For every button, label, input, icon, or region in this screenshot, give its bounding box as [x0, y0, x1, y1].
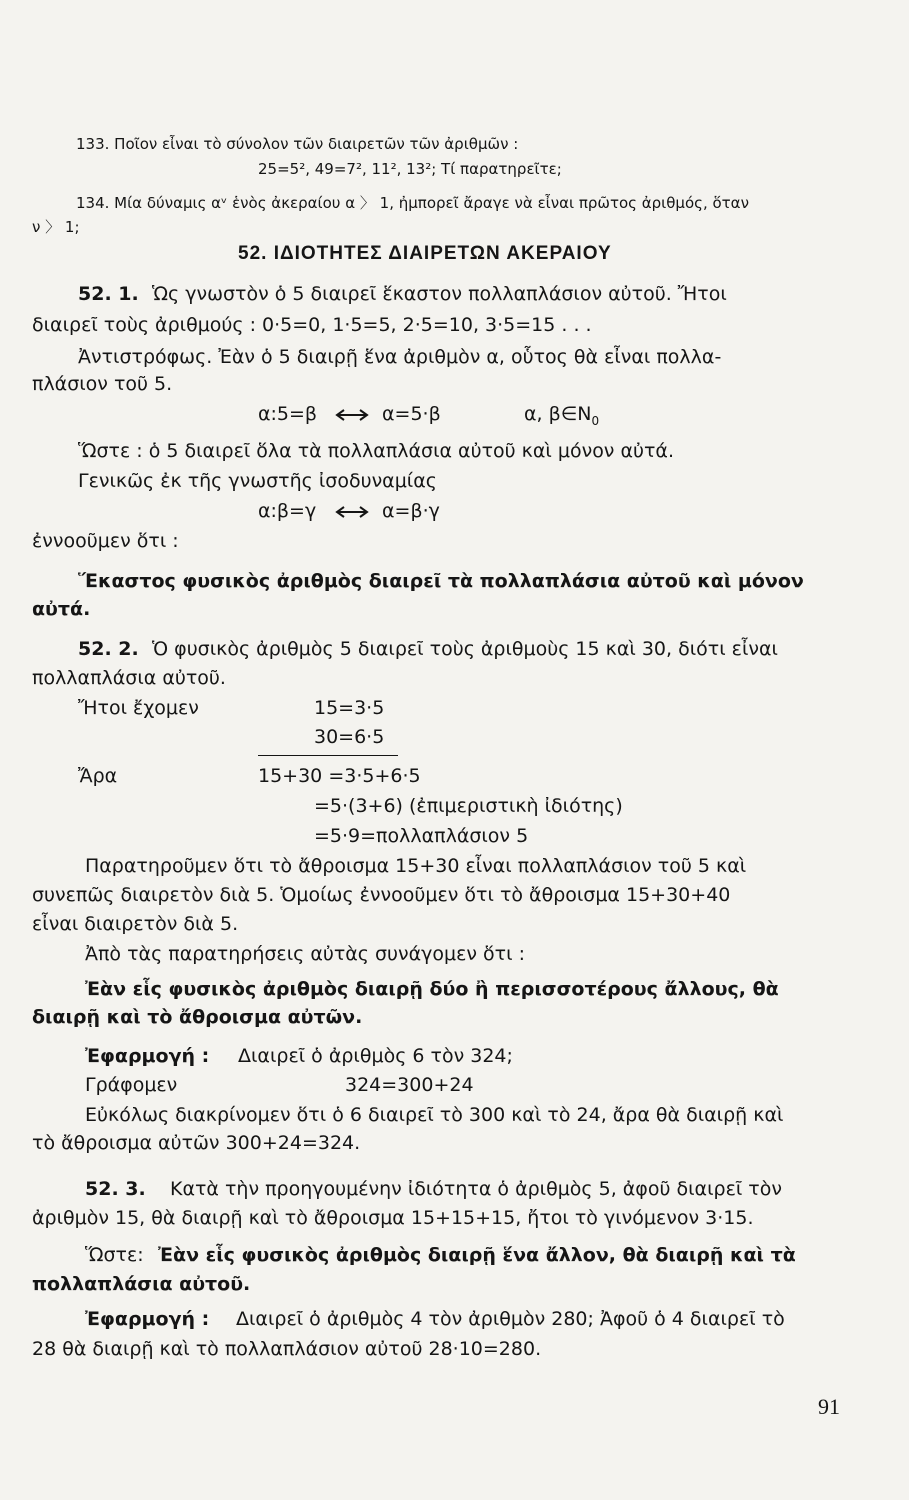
paragraph-52-1-line3: Ἀντιστρόφως. Ἐὰν ὁ 5 διαιρῇ ἕνα ἀριθμὸν α, οὗτος θὰ εἶναι πολλα-	[78, 346, 722, 368]
equation-3: 15+30 =3·5+6·5	[258, 765, 421, 787]
paragraph-52-2-line7: Εὐκόλως διακρίνομεν ὅτι ὁ 6 διαιρεῖ τὸ 300 καὶ τὸ 24, ἄρα θὰ διαιρῇ καὶ	[85, 1104, 784, 1126]
oste-label: Ὥστε:	[85, 1244, 144, 1266]
formula-1-domain	[524, 403, 599, 428]
rule-3-line1: Ἐὰν εἷς φυσικὸς ἀριθμὸς διαιρῇ ἕνα ἄλλον, θὰ διαιρῇ καὶ τὰ	[158, 1244, 796, 1266]
sum-divider	[258, 755, 398, 756]
paragraph-52-1-line1: Ὡς γνωστὸν ὁ 5 διαιρεῖ ἕκαστον πολλαπλάσιον αὐτοῦ. Ἤτοι	[152, 283, 727, 305]
formula-1-domain-subscript: 0	[591, 413, 600, 428]
formula-1-domain-text: α, β∈N	[524, 403, 592, 425]
exercise-133-line1: 133. Ποῖον εἶναι τὸ σύνολον τῶν διαιρετῶν τῶν ἀριθμῶν :	[76, 135, 519, 153]
rule-2-line1: Ἐὰν εἷς φυσικὸς ἀριθμὸς διαιρῇ δύο ἢ περισσοτέρους ἄλλους, θὰ	[85, 978, 779, 1000]
paragraph-52-2-line8: τὸ ἄθροισμα αὐτῶν 300+24=324.	[32, 1132, 361, 1154]
equation-5: =5·9=πολλαπλάσιον 5	[314, 825, 529, 847]
equation-2: 30=6·5	[314, 726, 385, 748]
paragraph-52-3-line2: ἀριθμὸν 15, θὰ διαιρῇ καὶ τὸ ἄθροισμα 15+15+15, ἤτοι τὸ γινόμενον 3·15.	[32, 1207, 754, 1229]
page-number: 91	[818, 1394, 840, 1419]
application-2-label: Ἐφαρμογή :	[85, 1308, 210, 1330]
formula-1-right: α=5·β	[382, 403, 441, 425]
rule-1-line1: Ἕκαστος φυσικὸς ἀριθμὸς διαιρεῖ τὰ πολλαπλάσια αὐτοῦ καὶ μόνον	[78, 570, 804, 592]
hitoi-label: Ἤτοι ἔχομεν	[78, 697, 199, 719]
paragraph-52-2-line4: συνεπῶς διαιρετὸν διὰ 5. Ὁμοίως ἐννοοῦμεν ὅτι τὸ ἄθροισμα 15+30+40	[32, 884, 731, 906]
formula-2-left: α:β=γ	[258, 500, 317, 522]
paragraph-52-2-line2: πολλαπλάσια αὐτοῦ.	[32, 667, 226, 689]
paragraph-52-2-line5: εἶναι διαιρετὸν διὰ 5.	[32, 913, 239, 935]
rule-2-line2: διαιρῇ καὶ τὸ ἄθροισμα αὐτῶν.	[32, 1006, 363, 1028]
application-1-label: Ἐφαρμογή :	[85, 1045, 210, 1067]
equivalence-arrow-icon	[334, 408, 370, 422]
paragraph-52-3-number: 52. 3.	[85, 1178, 146, 1200]
rule-3-line2: πολλαπλάσια αὐτοῦ.	[32, 1273, 251, 1295]
exercise-133-line2: 25=5², 49=7², 11², 13²; Τί παρατηρεῖτε;	[258, 160, 562, 178]
equation-1: 15=3·5	[314, 697, 385, 719]
section-title: 52. ΙΔΙΟΤΗΤΕΣ ΔΙΑΙΡΕΤΩΝ ΑΚΕΡΑΙΟΥ	[238, 243, 612, 264]
paragraph-52-1-number: 52. 1.	[78, 283, 139, 305]
paragraph-52-1-line2: διαιρεῖ τοὺς ἀριθμούς : 0·5=0, 1·5=5, 2·5=10, 3·5=15 . . .	[32, 314, 592, 336]
paragraph-52-1-line4: πλάσιον τοῦ 5.	[32, 373, 173, 395]
paragraph-52-1-line5: Ὥστε : ὁ 5 διαιρεῖ ὅλα τὰ πολλαπλάσια αὐτοῦ καὶ μόνον αὐτά.	[78, 440, 674, 462]
rule-1-line2: αὐτά.	[32, 598, 91, 620]
formula-1-left: α:5=β	[258, 403, 318, 425]
paragraph-52-2-line1: Ὁ φυσικὸς ἀριθμὸς 5 διαιρεῖ τοὺς ἀριθμοὺς 15 καὶ 30, διότι εἶναι	[152, 638, 778, 660]
application-1-text: Διαιρεῖ ὁ ἀριθμὸς 6 τὸν 324;	[238, 1045, 513, 1067]
paragraph-52-3-line3: 28 θὰ διαιρῇ καὶ τὸ πολλαπλάσιον αὐτοῦ 28·10=280.	[32, 1338, 542, 1360]
formula-2-right: α=β·γ	[382, 500, 440, 522]
paragraph-52-2-number: 52. 2.	[78, 638, 139, 660]
paragraph-52-2-line6: Ἀπὸ τὰς παρατηρήσεις αὐτὰς συνάγομεν ὅτι :	[85, 943, 525, 965]
application-2-text: Διαιρεῖ ὁ ἀριθμὸς 4 τὸν ἀριθμὸν 280; Ἀφοῦ ὁ 4 διαιρεῖ τὸ	[236, 1308, 785, 1330]
grafomen-equation: 324=300+24	[345, 1074, 474, 1096]
paragraph-52-1-line7: ἐννοοῦμεν ὅτι :	[32, 530, 179, 552]
exercise-134-line2: ν 〉 1;	[32, 218, 80, 236]
grafomen-label: Γράφομεν	[85, 1074, 178, 1096]
paragraph-52-1-line6: Γενικῶς ἐκ τῆς γνωστῆς ἰσοδυναμίας	[78, 470, 437, 492]
paragraph-52-3-line1: Κατὰ τὴν προηγουμένην ἰδιότητα ὁ ἀριθμὸς 5, ἀφοῦ διαιρεῖ τὸν	[170, 1178, 782, 1200]
exercise-134-line1: 134. Μία δύναμις αᵛ ἑνὸς ἀκεραίου α 〉 1, ἠμπορεῖ ἄραγε νὰ εἶναι πρῶτος ἀριθμός, ὅταν	[76, 194, 749, 212]
equivalence-arrow-icon	[334, 505, 370, 519]
ara-label: Ἄρα	[78, 765, 118, 787]
paragraph-52-2-line3: Παρατηροῦμεν ὅτι τὸ ἄθροισμα 15+30 εἶναι πολλαπλάσιον τοῦ 5 καὶ	[85, 855, 747, 877]
equation-4: =5·(3+6) (ἐπιμεριστικὴ ἰδιότης)	[314, 795, 623, 817]
